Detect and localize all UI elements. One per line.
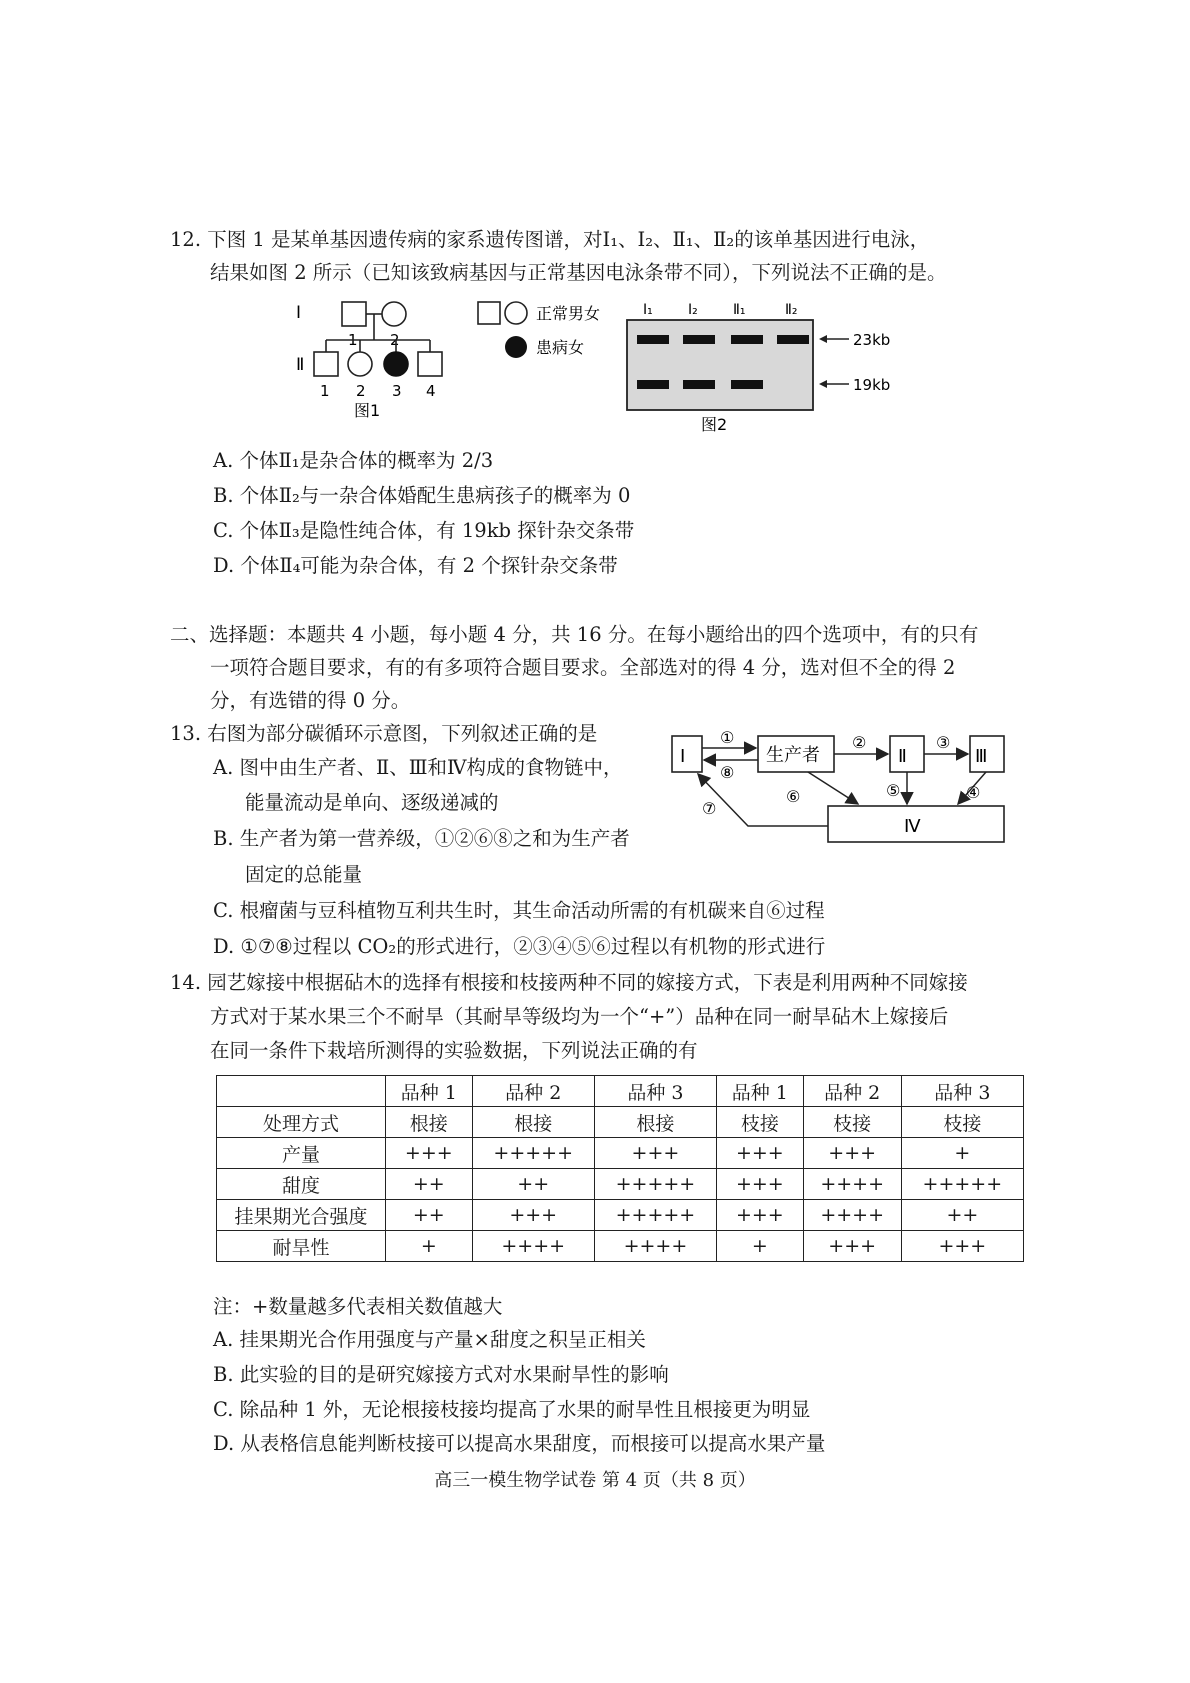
table-cell: +++ — [901, 1231, 1023, 1262]
q13-option-b-line1: B. 生产者为第一营养级，①②⑥⑧之和为生产者 — [213, 827, 630, 850]
pedigree-II1-male — [314, 352, 338, 376]
q14-option-c: C. 除品种 1 外，无论根接枝接均提高了水果的耐旱性且根接更为明显 — [213, 1398, 811, 1421]
carbon-cycle-diagram — [668, 726, 1008, 854]
pedigree-II4-male — [418, 352, 442, 376]
lane-label-II2: Ⅱ₂ — [785, 302, 798, 318]
legend-male-square — [478, 302, 500, 324]
arrow-label-5: ⑤ — [886, 781, 901, 800]
lane-label-I2: Ⅰ₂ — [688, 302, 698, 318]
table-cell: +++ — [594, 1138, 716, 1169]
table-cell: 根接 — [472, 1107, 594, 1138]
table-cell: ++ — [386, 1169, 473, 1200]
table-row — [217, 1138, 1024, 1169]
band-II2-upper — [777, 335, 809, 344]
table-cell: ++++ — [472, 1231, 594, 1262]
pedigree-II2-female — [348, 352, 372, 376]
q12-option-a: A. 个体Ⅱ₁是杂合体的概率为 2/3 — [213, 449, 494, 472]
table-cell: +++ — [717, 1169, 804, 1200]
pedigree-I1-male — [342, 302, 366, 326]
table-cell: ++++ — [594, 1231, 716, 1262]
pedigree-II2-number: 2 — [356, 382, 366, 400]
arrow-label-7: ⑦ — [702, 799, 717, 818]
band-I1-lower — [637, 380, 669, 389]
table-cell: 产量 — [217, 1138, 386, 1169]
table-row — [217, 1200, 1024, 1231]
legend-normal-label: 正常男女 — [536, 304, 600, 323]
q12-option-d: D. 个体Ⅱ₄可能为杂合体，有 2 个探针杂交条带 — [213, 554, 618, 577]
table-cell: ++ — [386, 1200, 473, 1231]
q12-stem-line1: 12. 下图 1 是某单基因遗传病的家系遗传图谱，对Ⅰ₁、Ⅰ₂、Ⅱ₁、Ⅱ₂的该单基因进行电泳， — [170, 228, 930, 251]
band-I2-upper — [683, 335, 715, 344]
q14-stem-line2: 方式对于某水果三个不耐旱（其耐旱等级均为一个“+”）品种在同一耐旱砧木上嫁接后 — [210, 1005, 949, 1028]
arrow-label-2: ② — [852, 733, 867, 752]
pedigree-I1-number: 1 — [348, 331, 358, 349]
box-producer-label: 生产者 — [766, 745, 820, 766]
table-row — [217, 1231, 1024, 1262]
table-cell: 甜度 — [217, 1169, 386, 1200]
table-cell: +++++ — [901, 1169, 1023, 1200]
table-cell: +++ — [803, 1138, 901, 1169]
legend-affected-label: 患病女 — [536, 338, 585, 357]
table-cell: 根接 — [386, 1107, 473, 1138]
section2-line1: 二、选择题：本题共 4 小题，每小题 4 分，共 16 分。在每小题给出的四个选项中，有的只有 — [170, 623, 979, 646]
q13-option-d: D. ①⑦⑧过程以 CO₂的形式进行，②③④⑤⑥过程以有机物的形式进行 — [213, 935, 826, 958]
box-IV-label: Ⅳ — [904, 816, 921, 837]
q13-option-c: C. 根瘤菌与豆科植物互利共生时，其生命活动所需的有机碳来自⑥过程 — [213, 899, 825, 922]
pedigree-II1-number: 1 — [320, 382, 330, 400]
band-II1-lower — [731, 380, 763, 389]
pedigree-figure — [290, 292, 600, 432]
generation-1-label: Ⅰ — [296, 303, 302, 323]
box-III-label: Ⅲ — [975, 746, 988, 767]
arrow-label-4: ④ — [966, 783, 981, 802]
q14-option-a: A. 挂果期光合作用强度与产量×甜度之积呈正相关 — [213, 1328, 646, 1351]
figure2-caption: 图2 — [701, 415, 728, 434]
box-II-label: Ⅱ — [898, 746, 907, 767]
table-cell: 枝接 — [803, 1107, 901, 1138]
q14-stem-line1: 14. 园艺嫁接中根据砧木的选择有根接和枝接两种不同的嫁接方式，下表是利用两种不同嫁接 — [170, 971, 968, 994]
pedigree-II3-number: 3 — [392, 382, 402, 400]
electrophoresis-figure — [615, 296, 905, 436]
q13-stem: 13. 右图为部分碳循环示意图，下列叙述正确的是 — [170, 722, 598, 745]
arrow-label-1: ① — [720, 728, 735, 747]
band-I1-upper — [637, 335, 669, 344]
figure1-caption: 图1 — [354, 401, 381, 420]
q14-option-d: D. 从表格信息能判断枝接可以提高水果甜度，而根接可以提高水果产量 — [213, 1432, 826, 1455]
q14-note: 注：+数量越多代表相关数值越大 — [213, 1295, 503, 1318]
page-footer: 高三一模生物学试卷 第 4 页（共 8 页） — [434, 1470, 756, 1491]
table-cell: +++++ — [594, 1169, 716, 1200]
table-cell: ++++ — [803, 1200, 901, 1231]
q13-option-b-line2: 固定的总能量 — [245, 863, 363, 886]
table-cell: 处理方式 — [217, 1107, 386, 1138]
pedigree-II3-affected-female — [384, 352, 408, 376]
table-header-cell: 品种 3 — [901, 1076, 1023, 1107]
table-cell: ++++ — [803, 1169, 901, 1200]
q14-stem-line3: 在同一条件下栽培所测得的实验数据，下列说法正确的有 — [210, 1039, 698, 1062]
table-header-cell: 品种 1 — [386, 1076, 473, 1107]
lane-label-II1: Ⅱ₁ — [733, 302, 746, 318]
arrow-label-8: ⑧ — [720, 763, 735, 782]
table-cell: +++ — [717, 1138, 804, 1169]
q13-option-a-line1: A. 图中由生产者、Ⅱ、Ⅲ和Ⅳ构成的食物链中， — [213, 756, 623, 779]
section2-line2: 一项符合题目要求，有的有多项符合题目要求。全部选对的得 4 分，选对但不全的得 2 — [210, 656, 956, 679]
table-header-cell: 品种 1 — [717, 1076, 804, 1107]
table-header-cell: 品种 2 — [472, 1076, 594, 1107]
table-cell: +++ — [717, 1200, 804, 1231]
table-header-row — [217, 1076, 1024, 1107]
table-cell: +++ — [472, 1200, 594, 1231]
q12-option-b: B. 个体Ⅱ₂与一杂合体婚配生患病孩子的概率为 0 — [213, 484, 631, 507]
pedigree-I2-female — [382, 302, 406, 326]
table-row — [217, 1107, 1024, 1138]
table-cell: +++++ — [472, 1138, 594, 1169]
box-II — [890, 736, 924, 772]
table-cell: ++ — [901, 1200, 1023, 1231]
box-I-label: Ⅰ — [680, 746, 686, 767]
legend-female-circle — [505, 302, 527, 324]
table-header-cell — [217, 1076, 386, 1107]
table-cell: 挂果期光合强度 — [217, 1200, 386, 1231]
pedigree-I2-number: 2 — [390, 331, 400, 349]
table-row — [217, 1169, 1024, 1200]
lane-label-I1: Ⅰ₁ — [643, 302, 653, 318]
table-cell: 枝接 — [717, 1107, 804, 1138]
table-cell: + — [717, 1231, 804, 1262]
legend-affected-circle — [505, 336, 527, 358]
table-cell: 根接 — [594, 1107, 716, 1138]
table-cell: +++ — [803, 1231, 901, 1262]
band-19kb-label: 19kb — [853, 376, 891, 394]
table-cell: 耐旱性 — [217, 1231, 386, 1262]
grafting-data-table — [216, 1075, 1024, 1262]
table-cell: ++ — [472, 1169, 594, 1200]
table-cell: +++ — [386, 1138, 473, 1169]
arrow-label-3: ③ — [936, 733, 951, 752]
q13-option-a-line2: 能量流动是单向、逐级递减的 — [245, 791, 499, 814]
table-cell: + — [386, 1231, 473, 1262]
q14-option-b: B. 此实验的目的是研究嫁接方式对水果耐旱性的影响 — [213, 1363, 669, 1386]
band-II1-upper — [731, 335, 763, 344]
band-23kb-label: 23kb — [853, 331, 891, 349]
arrow-label-6: ⑥ — [786, 787, 801, 806]
q12-option-c: C. 个体Ⅱ₃是隐性纯合体，有 19kb 探针杂交条带 — [213, 519, 635, 542]
table-header-cell: 品种 3 — [594, 1076, 716, 1107]
table-cell: 枝接 — [901, 1107, 1023, 1138]
box-I — [672, 736, 702, 772]
table-header-cell: 品种 2 — [803, 1076, 901, 1107]
generation-2-label: Ⅱ — [296, 355, 305, 375]
table-cell: + — [901, 1138, 1023, 1169]
table-cell: +++++ — [594, 1200, 716, 1231]
gel-panel — [627, 320, 813, 410]
q12-stem-line2: 结果如图 2 所示（已知该致病基因与正常基因电泳条带不同），下列说法不正确的是。 — [210, 261, 947, 284]
section2-line3: 分，有选错的得 0 分。 — [210, 689, 411, 712]
pedigree-II4-number: 4 — [426, 382, 436, 400]
band-I2-lower — [683, 380, 715, 389]
